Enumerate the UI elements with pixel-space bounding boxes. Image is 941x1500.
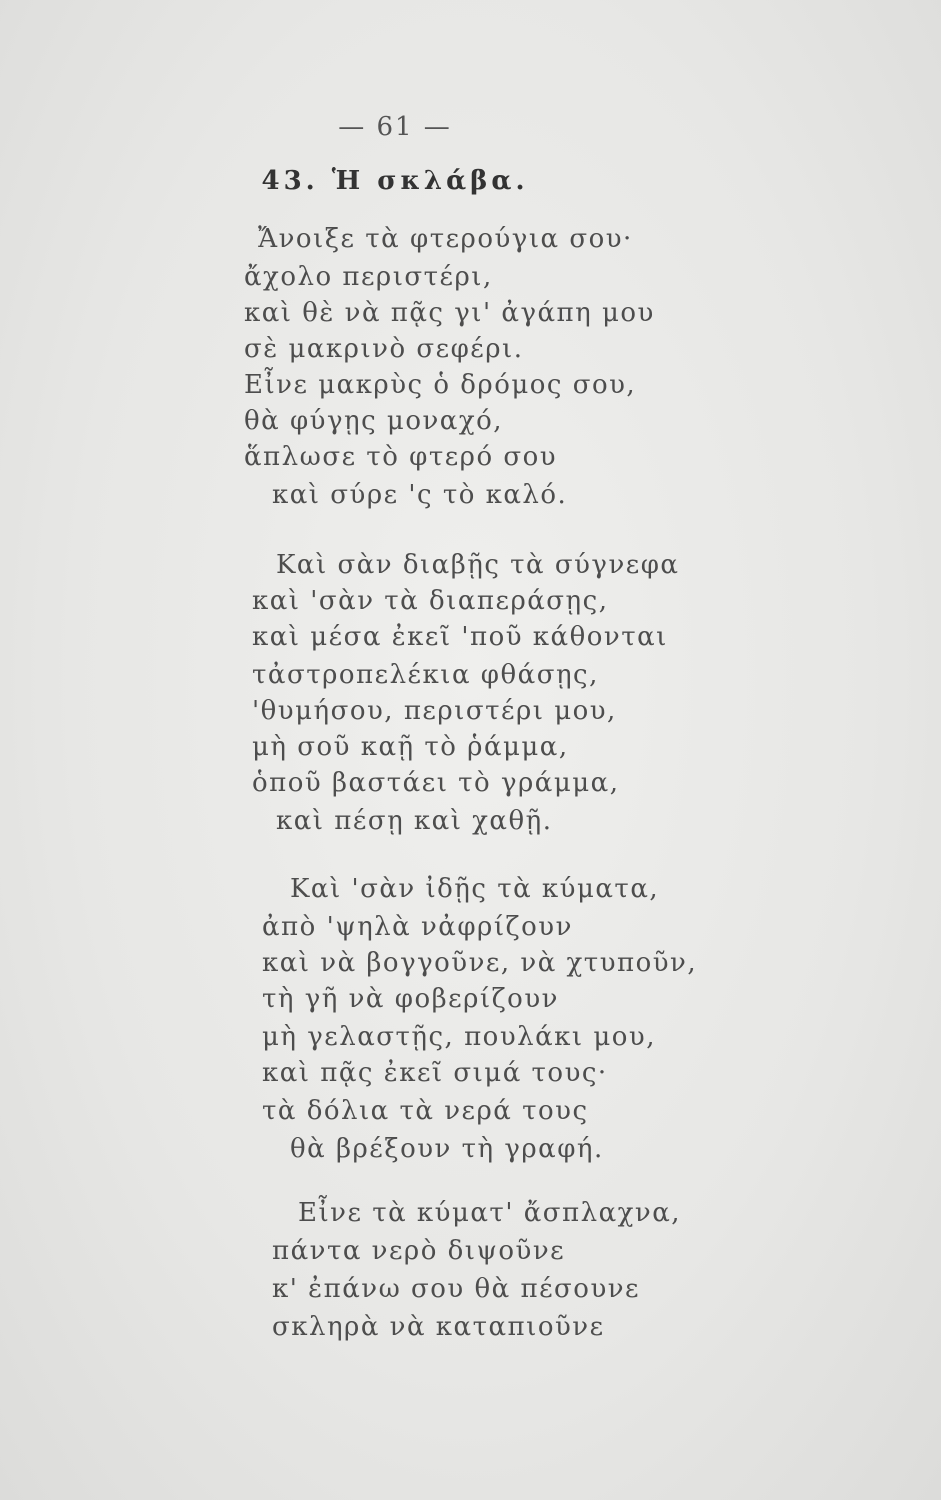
poem-line: μὴ γελαστῇς, πουλάκι μου, [262,1022,656,1052]
poem-line: καὶ μέσα ἐκεῖ 'ποῦ κάθονται [252,622,668,652]
poem-line: 'θυμήσου, περιστέρι μου, [252,696,617,726]
poem-line: καὶ πέσῃ καὶ χαθῇ. [276,806,553,836]
poem-line: ἀπὸ 'ψηλὰ νἀφρίζουν [262,912,573,942]
poem-title: 43. Ἡ σκλάβα. [261,166,529,196]
poem-line: θὰ φύγῃς μοναχό, [244,406,504,436]
poem-line: καὶ θὲ νὰ πᾷς γι' ἀγάπη μου [244,298,655,328]
poem-line: Εἶνε μακρὺς ὁ δρόμος σου, [244,370,637,400]
poem-line: καὶ πᾷς ἐκεῖ σιμά τους· [262,1058,608,1088]
poem-line: πάντα νερὸ διψοῦνε [272,1236,566,1266]
poem-line: Καὶ σὰν διαβῇς τὰ σύγνεφα [276,550,680,580]
poem-line: τὰ δόλια τὰ νερά τους [262,1096,589,1126]
poem-line: θὰ βρέξουν τὴ γραφή. [290,1134,604,1164]
poem-line: ἅπλωσε τὸ φτερό σου [244,442,558,472]
poem-line: σὲ μακρινὸ σεφέρι. [244,334,524,364]
poem-line: καὶ νὰ βογγοῦνε, νὰ χτυποῦν, [262,948,698,978]
poem-line: σκληρὰ νὰ καταπιοῦνε [272,1312,605,1342]
poem-line: καὶ 'σὰν τὰ διαπεράσῃς, [252,586,609,616]
poem-line: μὴ σοῦ καῇ τὸ ῥάμμα, [252,732,569,762]
poem-line: ὁποῦ βαστάει τὸ γράμμα, [252,768,620,798]
poem-line: κ' ἐπάνω σου θὰ πέσουνε [272,1274,641,1304]
poem-line: Εἶνε τὰ κύματ' ἄσπλαχνα, [298,1198,682,1228]
poem-line: ἄχολο περιστέρι, [244,262,493,292]
poem-line: Ἄνοιξε τὰ φτερούγια σου· [258,224,633,254]
poem-line: Καὶ 'σὰν ἰδῇς τὰ κύματα, [290,874,660,904]
poem-line: τὴ γῆ νὰ φοβερίζουν [262,984,559,1014]
page-number: — 61 — [338,112,452,142]
poem-line: καὶ σύρε 'ς τὸ καλό. [272,480,568,510]
poem-line: τἀστροπελέκια φθάσῃς, [252,660,599,690]
